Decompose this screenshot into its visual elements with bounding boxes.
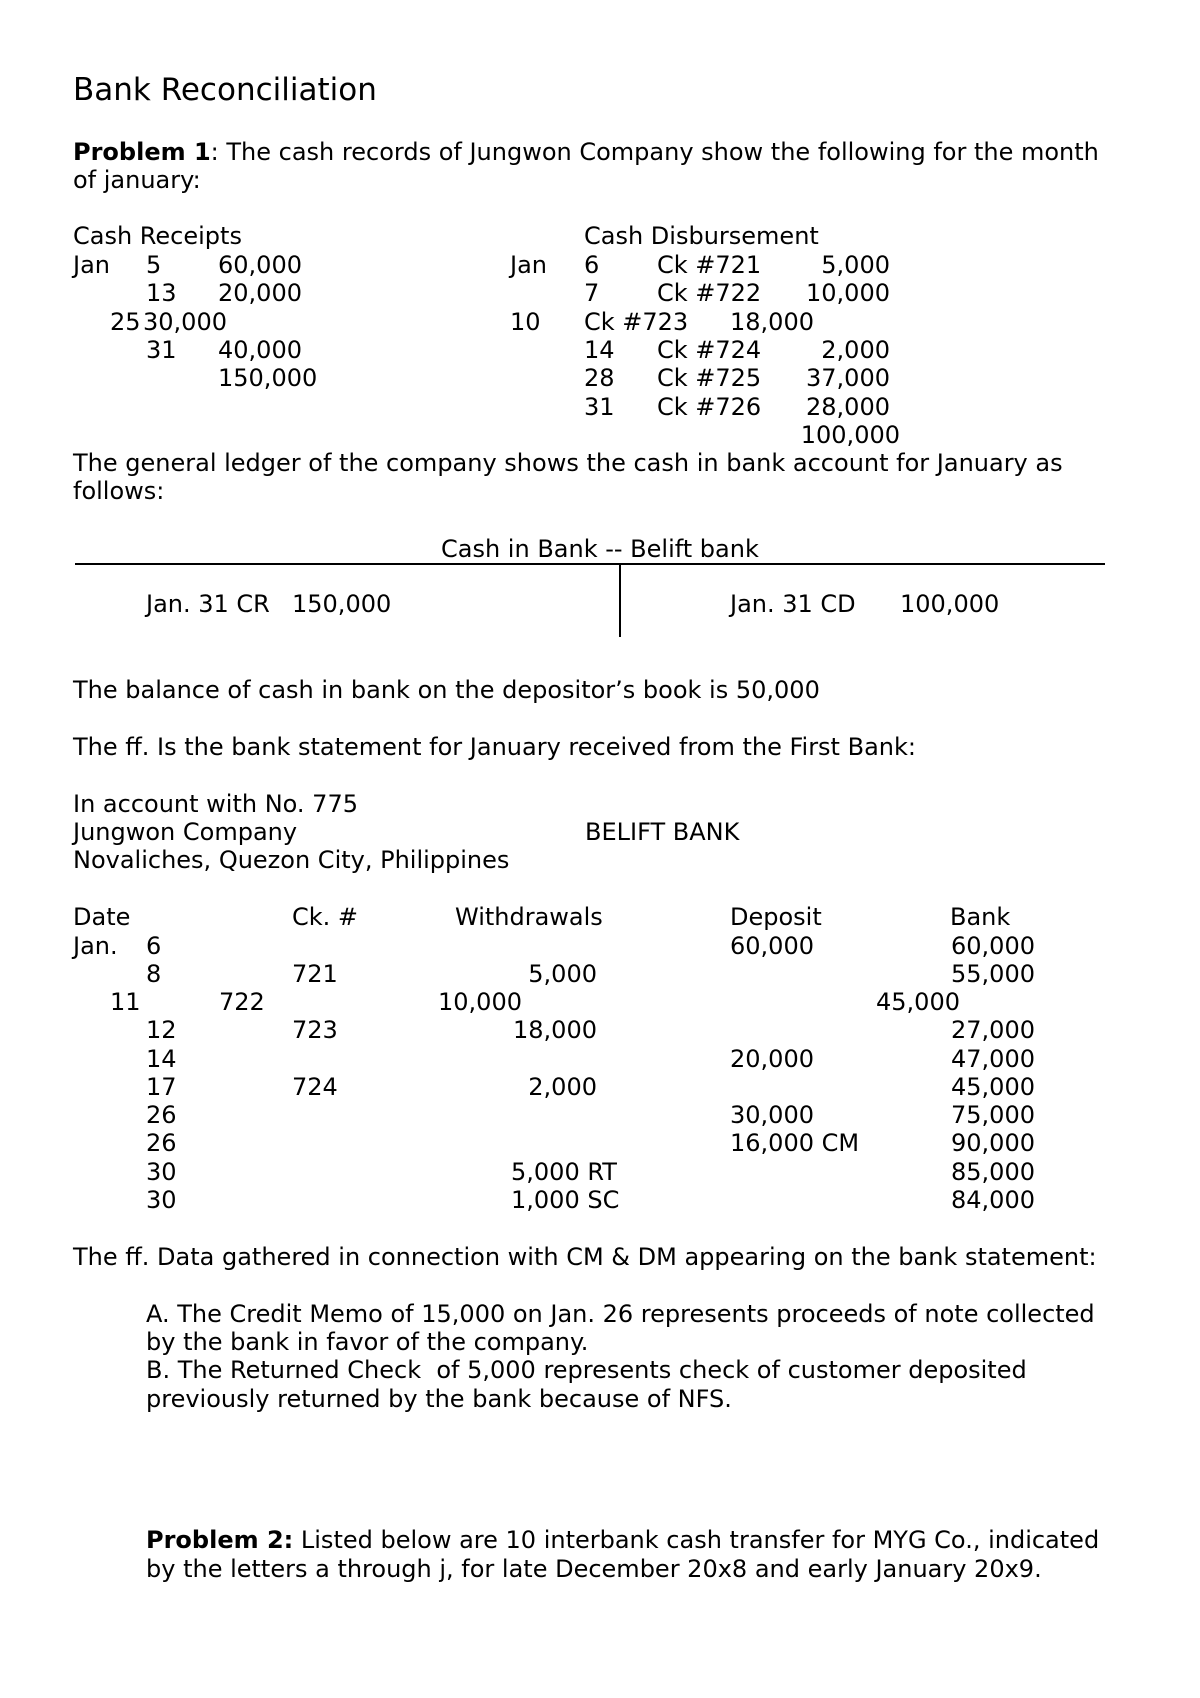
statement-withdrawal: 5,000 RT	[511, 1158, 617, 1186]
statement-bank-balance: 47,000	[951, 1045, 1035, 1073]
statement-withdrawal: 2,000	[528, 1073, 597, 1101]
statement-day: 11	[110, 988, 141, 1016]
statement-bank-balance: 84,000	[951, 1186, 1035, 1214]
t-account-top-rule	[75, 563, 1105, 565]
statement-deposit: 60,000	[730, 932, 814, 960]
disbursement-amount: 5,000	[821, 251, 890, 279]
cash-receipts-heading: Cash Receipts	[73, 222, 242, 250]
t-account-credit-amount: 100,000	[900, 590, 1000, 618]
t-account-divider	[619, 564, 621, 637]
statement-deposit: 30,000	[730, 1101, 814, 1129]
statement-withdrawal: 18,000	[513, 1016, 597, 1044]
t-account-debit-amount: 150,000	[292, 590, 392, 618]
statement-header-date: Date	[73, 903, 131, 931]
statement-bank-balance: 90,000	[951, 1129, 1035, 1157]
statement-day: 14	[146, 1045, 177, 1073]
disbursement-day: 6	[584, 251, 600, 279]
statement-bank-balance: 75,000	[951, 1101, 1035, 1129]
statement-bank-balance: 27,000	[951, 1016, 1035, 1044]
memo-intro: The ff. Data gathered in connection with CM & DM appearing on the bank statement:	[73, 1243, 1097, 1271]
disbursement-check: Ck #726	[657, 393, 762, 421]
account-bank-name: BELIFT BANK	[585, 818, 740, 846]
problem1-intro-line2: of january:	[73, 166, 201, 194]
t-account-title: Cash in Bank -- Belift bank	[441, 535, 759, 563]
statement-withdrawal: 5,000	[528, 960, 597, 988]
page-title: Bank Reconciliation	[73, 72, 377, 108]
statement-day: 30	[146, 1186, 177, 1214]
disbursement-check: Ck #722	[657, 279, 762, 307]
disbursement-day: 7	[584, 279, 600, 307]
disbursement-amount: 10,000	[806, 279, 890, 307]
cash-disbursement-month: Jan	[510, 251, 547, 279]
cash-receipt-day: 31	[146, 336, 177, 364]
statement-bank-balance: 85,000	[951, 1158, 1035, 1186]
statement-day: 26	[146, 1129, 177, 1157]
cash-receipts-total: 150,000	[218, 364, 318, 392]
memo-a-line1: A. The Credit Memo of 15,000 on Jan. 26 represents proceeds of note collected	[146, 1300, 1095, 1328]
statement-withdrawal: 10,000	[438, 988, 522, 1016]
memo-a-line2: by the bank in favor of the company.	[146, 1328, 589, 1356]
ledger-intro-line2: follows:	[73, 477, 165, 505]
disbursement-amount: 28,000	[806, 393, 890, 421]
statement-withdrawal: 1,000 SC	[511, 1186, 620, 1214]
problem2-text: Listed below are 10 interbank cash transfer for MYG Co., indicated	[293, 1526, 1100, 1554]
statement-check: 724	[292, 1073, 338, 1101]
problem1-intro-line1: : The cash records of Jungwon Company show the following for the month	[210, 138, 1099, 166]
problem2-line2: by the letters a through j, for late December 20x8 and early January 20x9.	[146, 1555, 1042, 1583]
cash-receipt-amount: 40,000	[218, 336, 302, 364]
disbursement-day: 31	[584, 393, 615, 421]
disbursement-amount: 2,000	[821, 336, 890, 364]
statement-day: 17	[146, 1073, 177, 1101]
account-number-line: In account with No. 775	[73, 790, 358, 818]
statement-deposit: 20,000	[730, 1045, 814, 1073]
statement-check: 723	[292, 1016, 338, 1044]
disbursement-check: Ck #725	[657, 364, 762, 392]
disbursement-check: Ck #721	[657, 251, 762, 279]
problem2-label: Problem 2:	[146, 1526, 294, 1554]
cash-receipt-amount: 20,000	[218, 279, 302, 307]
problem2-line1	[146, 1526, 1099, 1554]
ledger-intro-line1: The general ledger of the company shows the cash in bank account for January as	[73, 449, 1063, 477]
statement-bank-balance: 45,000	[951, 1073, 1035, 1101]
statement-bank-balance: 60,000	[951, 932, 1035, 960]
disbursement-check: Ck #723	[584, 308, 689, 336]
statement-bank-balance: 55,000	[951, 960, 1035, 988]
memo-b-line1: B. The Returned Check of 5,000 represents check of customer deposited	[146, 1356, 1027, 1384]
disbursement-day: 14	[584, 336, 615, 364]
statement-header-check: Ck. #	[292, 903, 359, 931]
disbursement-check: Ck #724	[657, 336, 762, 364]
t-account-debit-label: Jan. 31 CR	[146, 590, 270, 618]
cash-receipt-amount: 30,000	[143, 308, 227, 336]
problem1-intro	[73, 138, 1099, 166]
disbursement-day: 28	[584, 364, 615, 392]
statement-check: 721	[292, 960, 338, 988]
statement-header-deposit: Deposit	[730, 903, 822, 931]
cash-receipts-month: Jan	[73, 251, 110, 279]
disbursement-total: 100,000	[800, 421, 900, 449]
statement-month: Jan.	[73, 932, 118, 960]
statement-day: 30	[146, 1158, 177, 1186]
statement-day: 12	[146, 1016, 177, 1044]
disbursement-day: 10	[510, 308, 541, 336]
account-company: Jungwon Company	[73, 818, 298, 846]
disbursement-amount: 37,000	[806, 364, 890, 392]
statement-deposit: 16,000 CM	[730, 1129, 860, 1157]
statement-header-bank: Bank	[950, 903, 1011, 931]
statement-day: 26	[146, 1101, 177, 1129]
statement-bank-balance: 45,000	[876, 988, 960, 1016]
statement-day: 8	[146, 960, 162, 988]
cash-disbursement-heading: Cash Disbursement	[584, 222, 819, 250]
statement-check: 722	[219, 988, 265, 1016]
account-address: Novaliches, Quezon City, Philippines	[73, 846, 510, 874]
cash-receipt-amount: 60,000	[218, 251, 302, 279]
statement-intro: The ff. Is the bank statement for January received from the First Bank:	[73, 733, 916, 761]
statement-day: 6	[146, 932, 162, 960]
cash-receipt-day: 13	[146, 279, 177, 307]
t-account-credit-label: Jan. 31 CD	[730, 590, 856, 618]
cash-receipt-day: 5	[146, 251, 162, 279]
problem1-label: Problem 1	[73, 138, 211, 166]
balance-text: The balance of cash in bank on the depositor’s book is 50,000	[73, 676, 820, 704]
cash-receipt-day: 25	[110, 308, 141, 336]
statement-header-withdrawals: Withdrawals	[455, 903, 603, 931]
memo-b-line2: previously returned by the bank because of NFS.	[146, 1385, 732, 1413]
disbursement-amount: 18,000	[730, 308, 814, 336]
